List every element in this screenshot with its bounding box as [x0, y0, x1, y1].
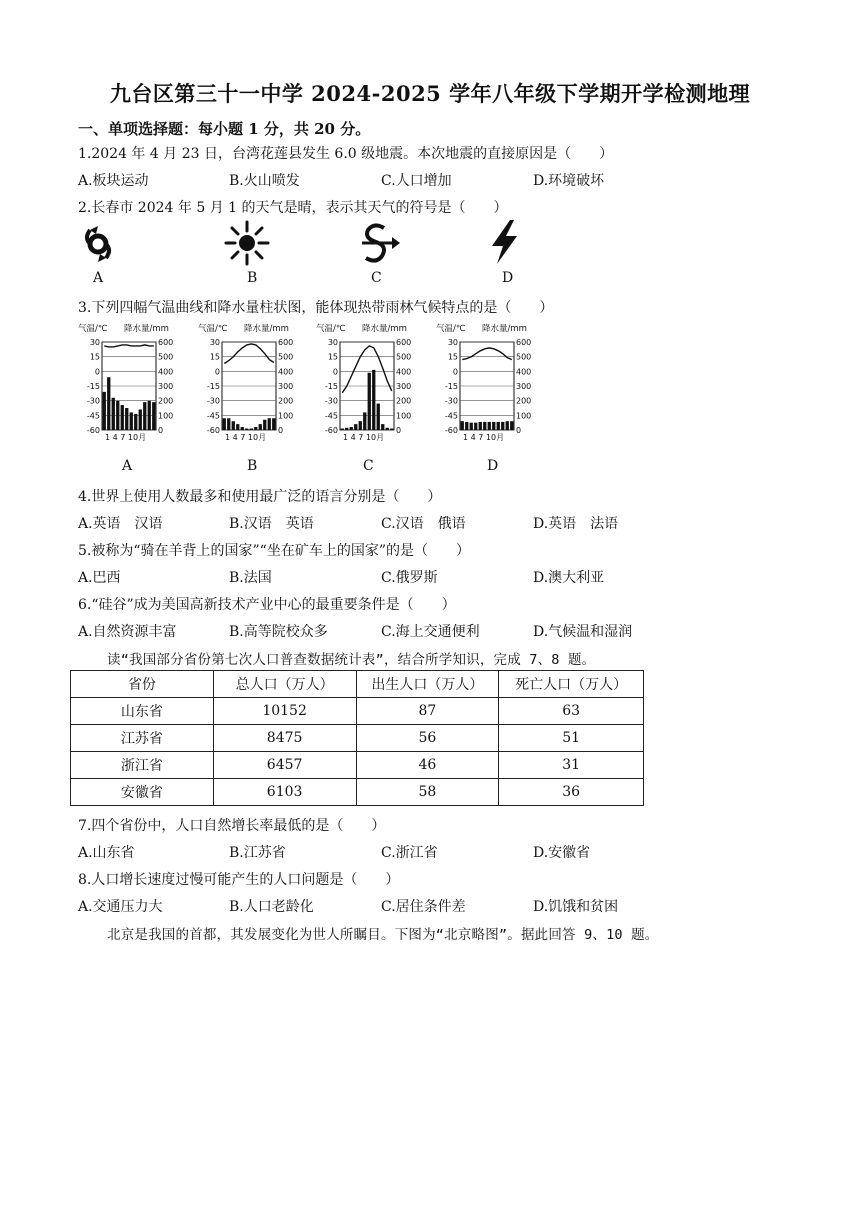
q7-option-c: C.浙江省 [381, 845, 438, 861]
precipitation-bar [465, 422, 468, 430]
table-header: 出生人口（万人） [356, 671, 499, 698]
table-header: 省份 [71, 671, 214, 698]
table-cell: 山东省 [71, 698, 214, 725]
precipitation-bar [254, 427, 257, 430]
temperature-tick-label: 30 [447, 338, 458, 347]
table-row [71, 752, 644, 779]
temperature-tick-label: 30 [209, 338, 220, 347]
precipitation-bar [381, 424, 384, 430]
precipitation-bar [501, 422, 504, 430]
precipitation-tick-label: 200 [396, 396, 412, 406]
precipitation-bar [345, 428, 348, 430]
precipitation-bar [510, 421, 513, 430]
sunny-icon [224, 220, 270, 266]
precipitation-tick-label: 100 [396, 411, 412, 421]
q3-label-c: C [363, 458, 374, 474]
q8-option-a: A.交通压力大 [78, 899, 163, 915]
precipitation-bar [121, 405, 124, 430]
temperature-tick-label: -60 [444, 426, 458, 435]
table-cell: 46 [356, 752, 499, 779]
temperature-tick-label: -45 [444, 411, 458, 421]
temperature-axis-header: 气温/℃ [78, 324, 108, 334]
precipitation-bar [390, 429, 393, 430]
precipitation-tick-label: 200 [516, 396, 532, 406]
q6-option-d: D.气候温和湿润 [533, 624, 633, 640]
temperature-curve [224, 344, 273, 364]
temperature-tick-label: 0 [94, 367, 100, 377]
table-header-row [71, 671, 644, 698]
precipitation-bar [241, 427, 244, 430]
temperature-tick-label: 0 [214, 367, 220, 377]
q1-option-d: D.环境破坏 [533, 173, 605, 189]
precipitation-tick-label: 100 [278, 411, 294, 421]
temperature-tick-label: -30 [206, 396, 220, 406]
table-cell: 31 [499, 752, 644, 779]
q7-option-a: A.山东省 [78, 845, 135, 861]
table-cell: 6103 [213, 779, 356, 806]
temperature-tick-label: -15 [324, 382, 338, 391]
q7-option-d: D.安徽省 [533, 845, 591, 861]
temperature-axis-header: 气温/℃ [198, 324, 228, 334]
precipitation-bar [479, 422, 482, 430]
lightning-icon [486, 218, 522, 266]
precipitation-tick-label: 400 [278, 367, 294, 377]
precipitation-bar [470, 423, 473, 430]
precipitation-bar [152, 402, 155, 430]
precipitation-bar [341, 429, 344, 430]
question-6-stem: 6.“硅谷”成为美国高新技术产业中心的最重要条件是（ ） [78, 597, 456, 613]
q5-option-a: A.巴西 [78, 570, 121, 586]
precipitation-tick-label: 0 [396, 426, 402, 435]
precipitation-tick-label: 0 [278, 426, 284, 435]
q3-label-d: D [487, 458, 499, 474]
q5-option-b: B.法国 [229, 570, 272, 586]
precipitation-bar [236, 424, 239, 430]
table-cell: 10152 [213, 698, 356, 725]
precipitation-tick-label: 200 [158, 396, 174, 406]
table-header: 死亡人口（万人） [499, 671, 644, 698]
reading-note-table: 读“我国部分省份第七次人口普查数据统计表”，结合所学知识，完成 7、8 题。 [107, 652, 596, 668]
table-cell: 56 [356, 725, 499, 752]
page-title: 九台区第三十一中学 2024-2025 学年八年级下学期开学检测地理 [109, 81, 751, 106]
precipitation-bar [107, 377, 110, 430]
table-cell: 浙江省 [71, 752, 214, 779]
q3-label-a: A [122, 458, 133, 474]
precipitation-bar [488, 422, 491, 430]
precipitation-tick-label: 600 [516, 338, 532, 347]
precipitation-bar [227, 418, 230, 430]
precipitation-tick-label: 300 [278, 382, 294, 391]
temperature-tick-label: 30 [89, 338, 100, 347]
precipitation-tick-label: 100 [516, 411, 532, 421]
q1-option-b: B.火山喷发 [229, 173, 300, 189]
typhoon-icon [80, 222, 116, 264]
temperature-tick-label: -60 [324, 426, 338, 435]
q8-option-b: B.人口老龄化 [229, 899, 314, 915]
climate-chart-a [78, 322, 178, 442]
temperature-tick-label: -15 [206, 382, 220, 391]
precipitation-bar [368, 373, 371, 430]
table-row [71, 779, 644, 806]
precipitation-tick-label: 500 [278, 352, 294, 362]
section-heading: 一、单项选择题：每小题 1 分，共 20 分。 [78, 120, 371, 138]
table-header: 总人口（万人） [213, 671, 356, 698]
precipitation-bar [363, 412, 366, 430]
table-cell: 58 [356, 779, 499, 806]
precipitation-tick-label: 400 [158, 367, 174, 377]
precipitation-axis-header: 降水量/mm [124, 324, 169, 334]
table-cell: 51 [499, 725, 644, 752]
temperature-tick-label: -60 [86, 426, 100, 435]
precipitation-axis-header: 降水量/mm [362, 324, 407, 334]
table-cell: 87 [356, 698, 499, 725]
temperature-tick-label: -30 [86, 396, 100, 406]
climate-chart-c [316, 322, 416, 442]
temperature-tick-label: -60 [206, 426, 220, 435]
q5-option-d: D.澳大利亚 [533, 570, 605, 586]
precipitation-tick-label: 500 [158, 352, 174, 362]
q1-option-c: C.人口增加 [381, 173, 452, 189]
temperature-tick-label: -30 [324, 396, 338, 406]
q4-option-c: C.汉语 俄语 [381, 516, 466, 532]
precipitation-tick-label: 600 [158, 338, 174, 347]
precipitation-bar [116, 401, 119, 430]
precipitation-bar [245, 429, 248, 430]
precipitation-bar [386, 428, 389, 430]
question-1-stem: 1.2024 年 4 月 23 日，台湾花莲县发生 6.0 级地震。本次地震的直接原因是（ ） [78, 146, 614, 162]
precipitation-bar [354, 424, 357, 430]
temperature-tick-label: -45 [324, 411, 338, 421]
question-7-stem: 7.四个省份中，人口自然增长率最低的是（ ） [78, 818, 386, 834]
sandstorm-icon [356, 220, 402, 266]
precipitation-tick-label: 0 [158, 426, 164, 435]
question-8-stem: 8.人口增长速度过慢可能产生的人口问题是（ ） [78, 872, 400, 888]
precipitation-bar [139, 409, 142, 430]
precipitation-bar [259, 424, 262, 430]
q2-label-d: D [502, 270, 514, 286]
month-tick-labels: 1 4 7 10月 [463, 433, 505, 442]
temperature-tick-label: -15 [86, 382, 100, 391]
precipitation-tick-label: 600 [278, 338, 294, 347]
population-table [70, 670, 644, 806]
q4-option-d: D.英语 法语 [533, 516, 619, 532]
q8-option-c: C.居住条件差 [381, 899, 466, 915]
climate-chart-d [436, 322, 536, 442]
temperature-tick-label: 15 [89, 352, 100, 362]
q6-option-c: C.海上交通便利 [381, 624, 480, 640]
q6-option-b: B.高等院校众多 [229, 624, 328, 640]
precipitation-tick-label: 300 [158, 382, 174, 391]
table-cell: 63 [499, 698, 644, 725]
question-3-stem: 3.下列四幅气温曲线和降水量柱状图，能体现热带雨林气候特点的是（ ） [78, 300, 554, 316]
question-5-stem: 5.被称为“骑在羊背上的国家”“坐在矿车上的国家”的是（ ） [78, 543, 470, 559]
precipitation-bar [483, 422, 486, 430]
precipitation-bar [103, 392, 106, 430]
precipitation-tick-label: 400 [516, 367, 532, 377]
temperature-tick-label: -45 [86, 411, 100, 421]
q4-option-b: B.汉语 英语 [229, 516, 314, 532]
precipitation-bar [268, 418, 271, 430]
temperature-tick-label: 15 [209, 352, 220, 362]
table-cell: 36 [499, 779, 644, 806]
precipitation-tick-label: 600 [396, 338, 412, 347]
precipitation-bar [143, 402, 146, 430]
table-row [71, 725, 644, 752]
precipitation-bar [232, 421, 235, 430]
precipitation-bar [223, 418, 226, 430]
q8-option-d: D.饥饿和贫困 [533, 899, 619, 915]
precipitation-tick-label: 500 [396, 352, 412, 362]
precipitation-tick-label: 500 [516, 352, 532, 362]
precipitation-bar [492, 422, 495, 430]
month-tick-labels: 1 4 7 10月 [225, 433, 267, 442]
precipitation-bar [377, 404, 380, 430]
question-2-stem: 2.长春市 2024 年 5 月 1 的天气是晴，表示其天气的符号是（ ） [78, 200, 508, 216]
q2-label-c: C [371, 270, 382, 286]
precipitation-bar [272, 418, 275, 430]
temperature-tick-label: 0 [452, 367, 458, 377]
precipitation-bar [461, 421, 464, 430]
reading-note-map: 北京是我国的首都，其发展变化为世人所瞩目。下图为“北京略图”。据此回答 9、10 题。 [107, 927, 659, 943]
q2-label-a: A [93, 270, 104, 286]
temperature-tick-label: 15 [327, 352, 338, 362]
table-row [71, 698, 644, 725]
precipitation-tick-label: 200 [278, 396, 294, 406]
precipitation-bar [125, 408, 128, 430]
temperature-axis-header: 气温/℃ [436, 324, 466, 334]
q1-option-a: A.板块运动 [78, 173, 149, 189]
precipitation-tick-label: 300 [396, 382, 412, 391]
precipitation-tick-label: 0 [516, 426, 522, 435]
q7-option-b: B.江苏省 [229, 845, 286, 861]
temperature-curve [462, 348, 512, 360]
precipitation-bar [497, 422, 500, 430]
precipitation-bar [506, 421, 509, 430]
precipitation-bar [263, 420, 266, 430]
question-4-stem: 4.世界上使用人数最多和使用最广泛的语言分别是（ ） [78, 489, 442, 505]
temperature-curve [104, 345, 154, 347]
precipitation-bar [359, 421, 362, 430]
precipitation-axis-header: 降水量/mm [482, 324, 527, 334]
precipitation-tick-label: 300 [516, 382, 532, 391]
precipitation-tick-label: 400 [396, 367, 412, 377]
precipitation-bar [372, 370, 375, 430]
q6-option-a: A.自然资源丰富 [78, 624, 177, 640]
precipitation-bar [112, 398, 115, 430]
table-cell: 8475 [213, 725, 356, 752]
temperature-tick-label: -15 [444, 382, 458, 391]
table-cell: 江苏省 [71, 725, 214, 752]
temperature-tick-label: -30 [444, 396, 458, 406]
precipitation-bar [130, 412, 133, 430]
temperature-tick-label: 0 [332, 367, 338, 377]
temperature-tick-label: -45 [206, 411, 220, 421]
precipitation-bar [350, 427, 353, 430]
month-tick-labels: 1 4 7 10月 [105, 433, 147, 442]
precipitation-axis-header: 降水量/mm [244, 324, 289, 334]
climate-chart-b [198, 322, 298, 442]
temperature-axis-header: 气温/℃ [316, 324, 346, 334]
precipitation-bar [148, 401, 151, 430]
q2-label-b: B [247, 270, 258, 286]
precipitation-bar [134, 414, 137, 430]
precipitation-bar [474, 423, 477, 430]
precipitation-tick-label: 100 [158, 411, 174, 421]
table-cell: 6457 [213, 752, 356, 779]
precipitation-bar [250, 429, 253, 430]
q5-option-c: C.俄罗斯 [381, 570, 438, 586]
temperature-tick-label: 30 [327, 338, 338, 347]
q4-option-a: A.英语 汉语 [78, 516, 163, 532]
temperature-tick-label: 15 [447, 352, 458, 362]
table-cell: 安徽省 [71, 779, 214, 806]
month-tick-labels: 1 4 7 10月 [343, 433, 385, 442]
q3-label-b: B [247, 458, 258, 474]
